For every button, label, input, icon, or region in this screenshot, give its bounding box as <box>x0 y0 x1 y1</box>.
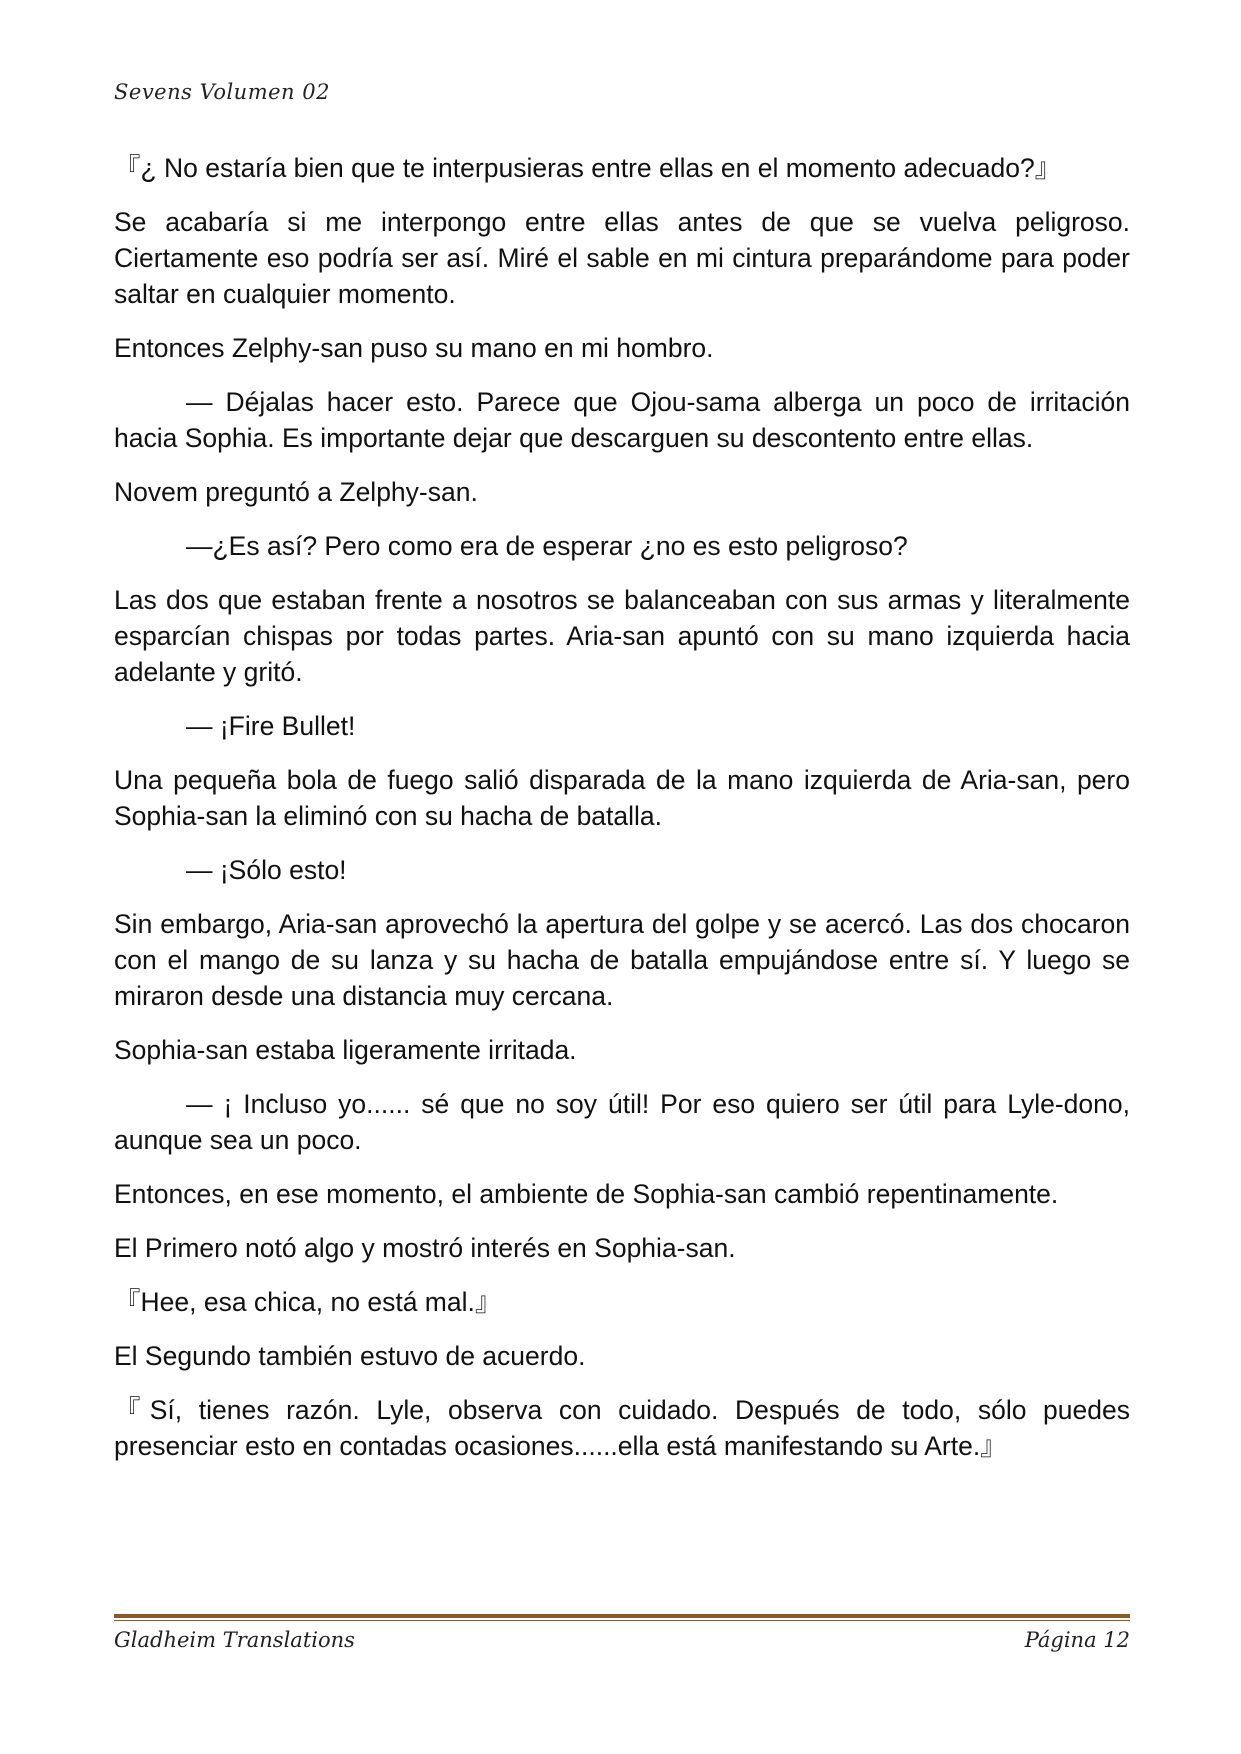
page-header: Sevens Volumen 02 <box>114 80 330 104</box>
paragraph-2: Se acabaría si me interpongo entre ellas antes de que se vuelva peligroso. Ciertamente eso podría ser así. Miré el sable en mi cintura preparándome para poder saltar en cualquier momento. <box>114 207 1130 309</box>
dialog-3: — ¡Fire Bullet! <box>186 711 356 741</box>
paragraph-5: Las dos que estaban frente a nosotros se balanceaban con sus armas y literalmente esparcían chispas por todas partes. Aria-san apuntó con su mano izquierda hacia adelante y gritó. <box>114 585 1130 687</box>
footer-page-number: Página 12 <box>1024 1628 1130 1652</box>
paragraph-13: 『Sí, tienes razón. Lyle, observa con cuidado. Después de todo, sólo puedes presenciar esto en contadas ocasiones......ella está manifestando su Arte.』 <box>114 1395 1130 1461</box>
paragraph-3: Entonces Zelphy-san puso su mano en mi hombro. <box>114 333 714 363</box>
paragraph-8: Sophia-san estaba ligeramente irritada. <box>114 1035 577 1065</box>
paragraph-1: 『¿ No estaría bien que te interpusieras entre ellas en el momento adecuado?』 <box>114 153 1062 183</box>
paragraph-10: El Primero notó algo y mostró interés en Sophia-san. <box>114 1233 736 1263</box>
dialog-5: — ¡ Incluso yo...... sé que no soy útil! Por eso quiero ser útil para Lyle-dono, aunque sea un poco. <box>114 1089 1130 1155</box>
dialog-2: —¿Es así? Pero como era de esperar ¿no es esto peligroso? <box>186 531 908 561</box>
paragraph-11: 『Hee, esa chica, no está mal.』 <box>114 1287 502 1317</box>
dialog-1: — Déjalas hacer esto. Parece que Ojou-sama alberga un poco de irritación hacia Sophia. Es importante dejar que descarguen su descontento entre ellas. <box>114 387 1130 453</box>
dialog-4: — ¡Sólo esto! <box>186 855 347 885</box>
paragraph-12: El Segundo también estuvo de acuerdo. <box>114 1341 586 1371</box>
body-text <box>114 150 1130 1482</box>
footer-publisher: Gladheim Translations <box>114 1628 355 1652</box>
paragraph-9: Entonces, en ese momento, el ambiente de Sophia-san cambió repentinamente. <box>114 1179 1059 1209</box>
footer-rule-thin <box>114 1620 1130 1621</box>
footer-rule-thick <box>114 1614 1130 1618</box>
paragraph-7: Sin embargo, Aria-san aprovechó la apertura del golpe y se acercó. Las dos chocaron con el mango de su lanza y su hacha de batalla empujándose entre sí. Y luego se miraron desde una distancia muy cercana. <box>114 909 1130 1011</box>
paragraph-6: Una pequeña bola de fuego salió disparada de la mano izquierda de Aria-san, pero Sophia-san la eliminó con su hacha de batalla. <box>114 765 1130 831</box>
paragraph-4: Novem preguntó a Zelphy-san. <box>114 477 478 507</box>
